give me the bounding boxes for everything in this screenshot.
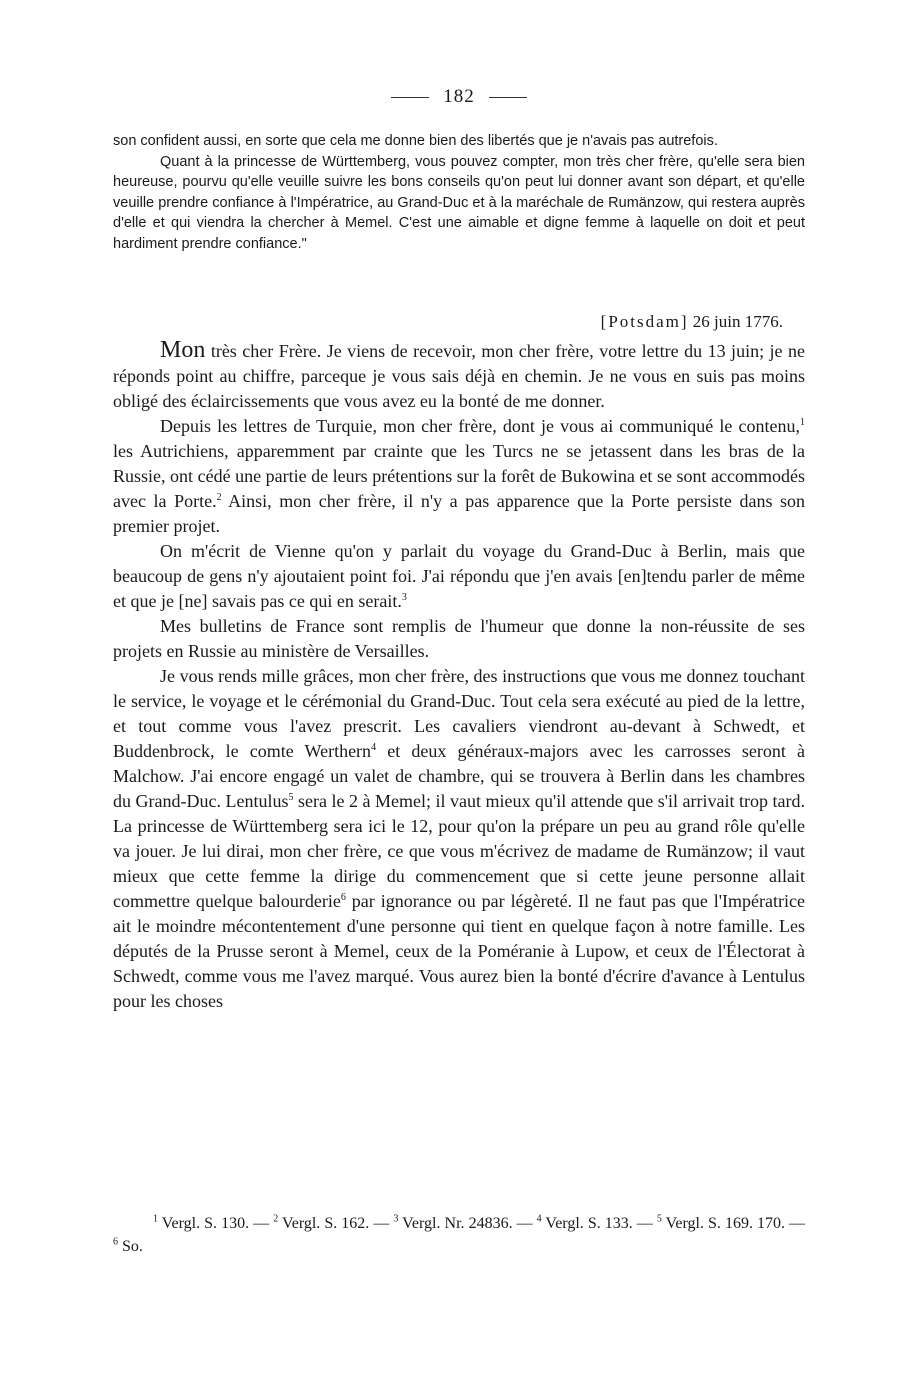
body-paragraph-2-text-b: les Autrichiens, apparemment par crainte que les Turcs ne se jetassent dans les bras de la Russie, ont cédé une partie de leurs prétentions sur la forêt de Bukowina et se sont accommodés avec la Porte. — [113, 441, 805, 511]
body-paragraph-2 — [113, 414, 805, 539]
footnotes — [113, 1212, 805, 1258]
footnote-5: Vergl. S. 169. 170. — — [661, 1215, 806, 1232]
body-paragraph-3 — [113, 539, 805, 614]
salutation-cap: Mon — [160, 337, 206, 363]
dateline — [601, 312, 783, 332]
footnote-ref-6: 6 — [340, 892, 346, 903]
footnote-marker-6: 6 — [113, 1236, 118, 1248]
dateline-date: 26 juin 1776. — [692, 312, 783, 331]
right-rule — [489, 97, 527, 98]
page-number: 182 — [443, 86, 475, 107]
footnote-ref-2: 2 — [216, 492, 222, 503]
footnote-marker-5: 5 — [656, 1213, 662, 1225]
footnote-2: Vergl. S. 162. — — [278, 1215, 394, 1232]
quoted-paragraph-2: Quant à la princesse de Württemberg, vous pouvez compter, mon très cher frère, qu'elle sera bien heureuse, pourvu qu'elle veuille suivre les bons conseils qu'on peut lui donner avant son départ, et qu'elle veuille prendre confiance à l'Impératrice, au Grand-Duc et à la maréchale de Rumänzow, qui restera auprès d'elle et qui viendra la chercher à Memel. C'est une aimable et digne femme à laquelle on doit et peut hardiment prendre confiance." — [113, 153, 805, 252]
page-number-header — [113, 86, 805, 108]
body-paragraph-5-text-b: et deux généraux-majors avec les carrosses seront à Malchow. J'ai encore engagé un valet de chambre, qui se trouvera à Berlin dans les chambres du Grand-Duc. Lentulus — [113, 741, 806, 811]
quoted-letter-tail — [113, 131, 805, 254]
footnote-3: Vergl. Nr. 24836. — — [398, 1215, 537, 1232]
dateline-place: [Potsdam] — [600, 312, 689, 331]
left-rule — [391, 97, 429, 98]
footnote-ref-3: 3 — [401, 592, 407, 603]
body-paragraph-4: Mes bulletins de France sont remplis de l'humeur que donne la non-réussite de ses projets en Russie au ministère de Versailles. — [113, 616, 805, 661]
footnote-line — [113, 1212, 805, 1258]
footnote-ref-4: 4 — [371, 742, 377, 753]
body-paragraph-2-text-c: Ainsi, mon cher frère, il n'y a pas apparence que la Porte persiste dans son premier projet. — [113, 491, 806, 536]
quoted-paragraph-1: son confident aussi, en sorte que cela me donne bien des libertés que je n'avais pas autrefois. — [113, 133, 718, 149]
body-paragraph-5-text-c: sera le 2 à Memel; il vaut mieux qu'il attende que s'il arrivait trop tard. La princesse de Württemberg sera ici le 12, pour qu'on la prépare un peu au grand rôle qu'elle va jouer. Je lui dirai, mon cher frère, ce que vous m'écrivez de madame de Rumänzow; il vaut mieux que cette femme la dirige du commencement que si cette jeune personne allait commettre quelque balourderie — [113, 791, 805, 911]
body-paragraph-5 — [113, 664, 805, 1014]
footnote-1: Vergl. S. 130. — — [158, 1215, 274, 1232]
footnote-ref-1: 1 — [800, 417, 805, 428]
body-paragraph-5-text-a: Je vous rends mille grâces, mon cher frère, des instructions que vous me donnez touchant le service, le voyage et le cérémonial du Grand-Duc. Tout cela sera exécuté au pied de la lettre, et tout comme vous l'avez prescrit. Les cavaliers viendront au-devant à Schwedt, et Buddenbrock, le comte Werthern — [113, 666, 805, 761]
footnote-marker-4: 4 — [536, 1213, 542, 1225]
footnote-marker-1: 1 — [153, 1213, 158, 1225]
body-paragraph-1-text: très cher Frère. Je viens de recevoir, mon cher frère, votre lettre du 13 juin; je ne réponds point au chiffre, parceque je vous sais déjà en chemin. Je ne vous en suis pas moins obligé des éclaircissements que vous avez eu la bonté de me donner. — [113, 341, 805, 411]
footnote-6: So. — [118, 1238, 143, 1255]
footnote-ref-5: 5 — [288, 792, 294, 803]
footnote-marker-3: 3 — [393, 1213, 399, 1225]
body-paragraph-2-text-a: Depuis les lettres de Turquie, mon cher frère, dont je vous ai communiqué le contenu, — [160, 416, 800, 436]
body-paragraph-1 — [113, 338, 805, 414]
footnote-marker-2: 2 — [273, 1213, 279, 1225]
body-paragraph-3-text: On m'écrit de Vienne qu'on y parlait du voyage du Grand-Duc à Berlin, mais que beaucoup de gens n'y ajoutaient point foi. J'ai répondu que j'en avais [en]tendu parler de même et que je [ne] savais pas ce qui en serait. — [113, 541, 805, 611]
body-paragraph-5-text-d: par ignorance ou par légèreté. Il ne faut pas que l'Impératrice ait le moindre mécontentement d'une personne qui tient en quelque façon à notre famille. Les députés de la Prusse seront à Memel, ceux de la Poméranie à Lupow, et ceux de l'Électorat à Schwedt, comme vous me l'avez marqué. Vous aurez bien la bonté d'écrire d'avance à Lentulus pour les choses — [113, 891, 805, 1011]
letter-body — [113, 338, 805, 1014]
footnote-4: Vergl. S. 133. — — [541, 1215, 657, 1232]
